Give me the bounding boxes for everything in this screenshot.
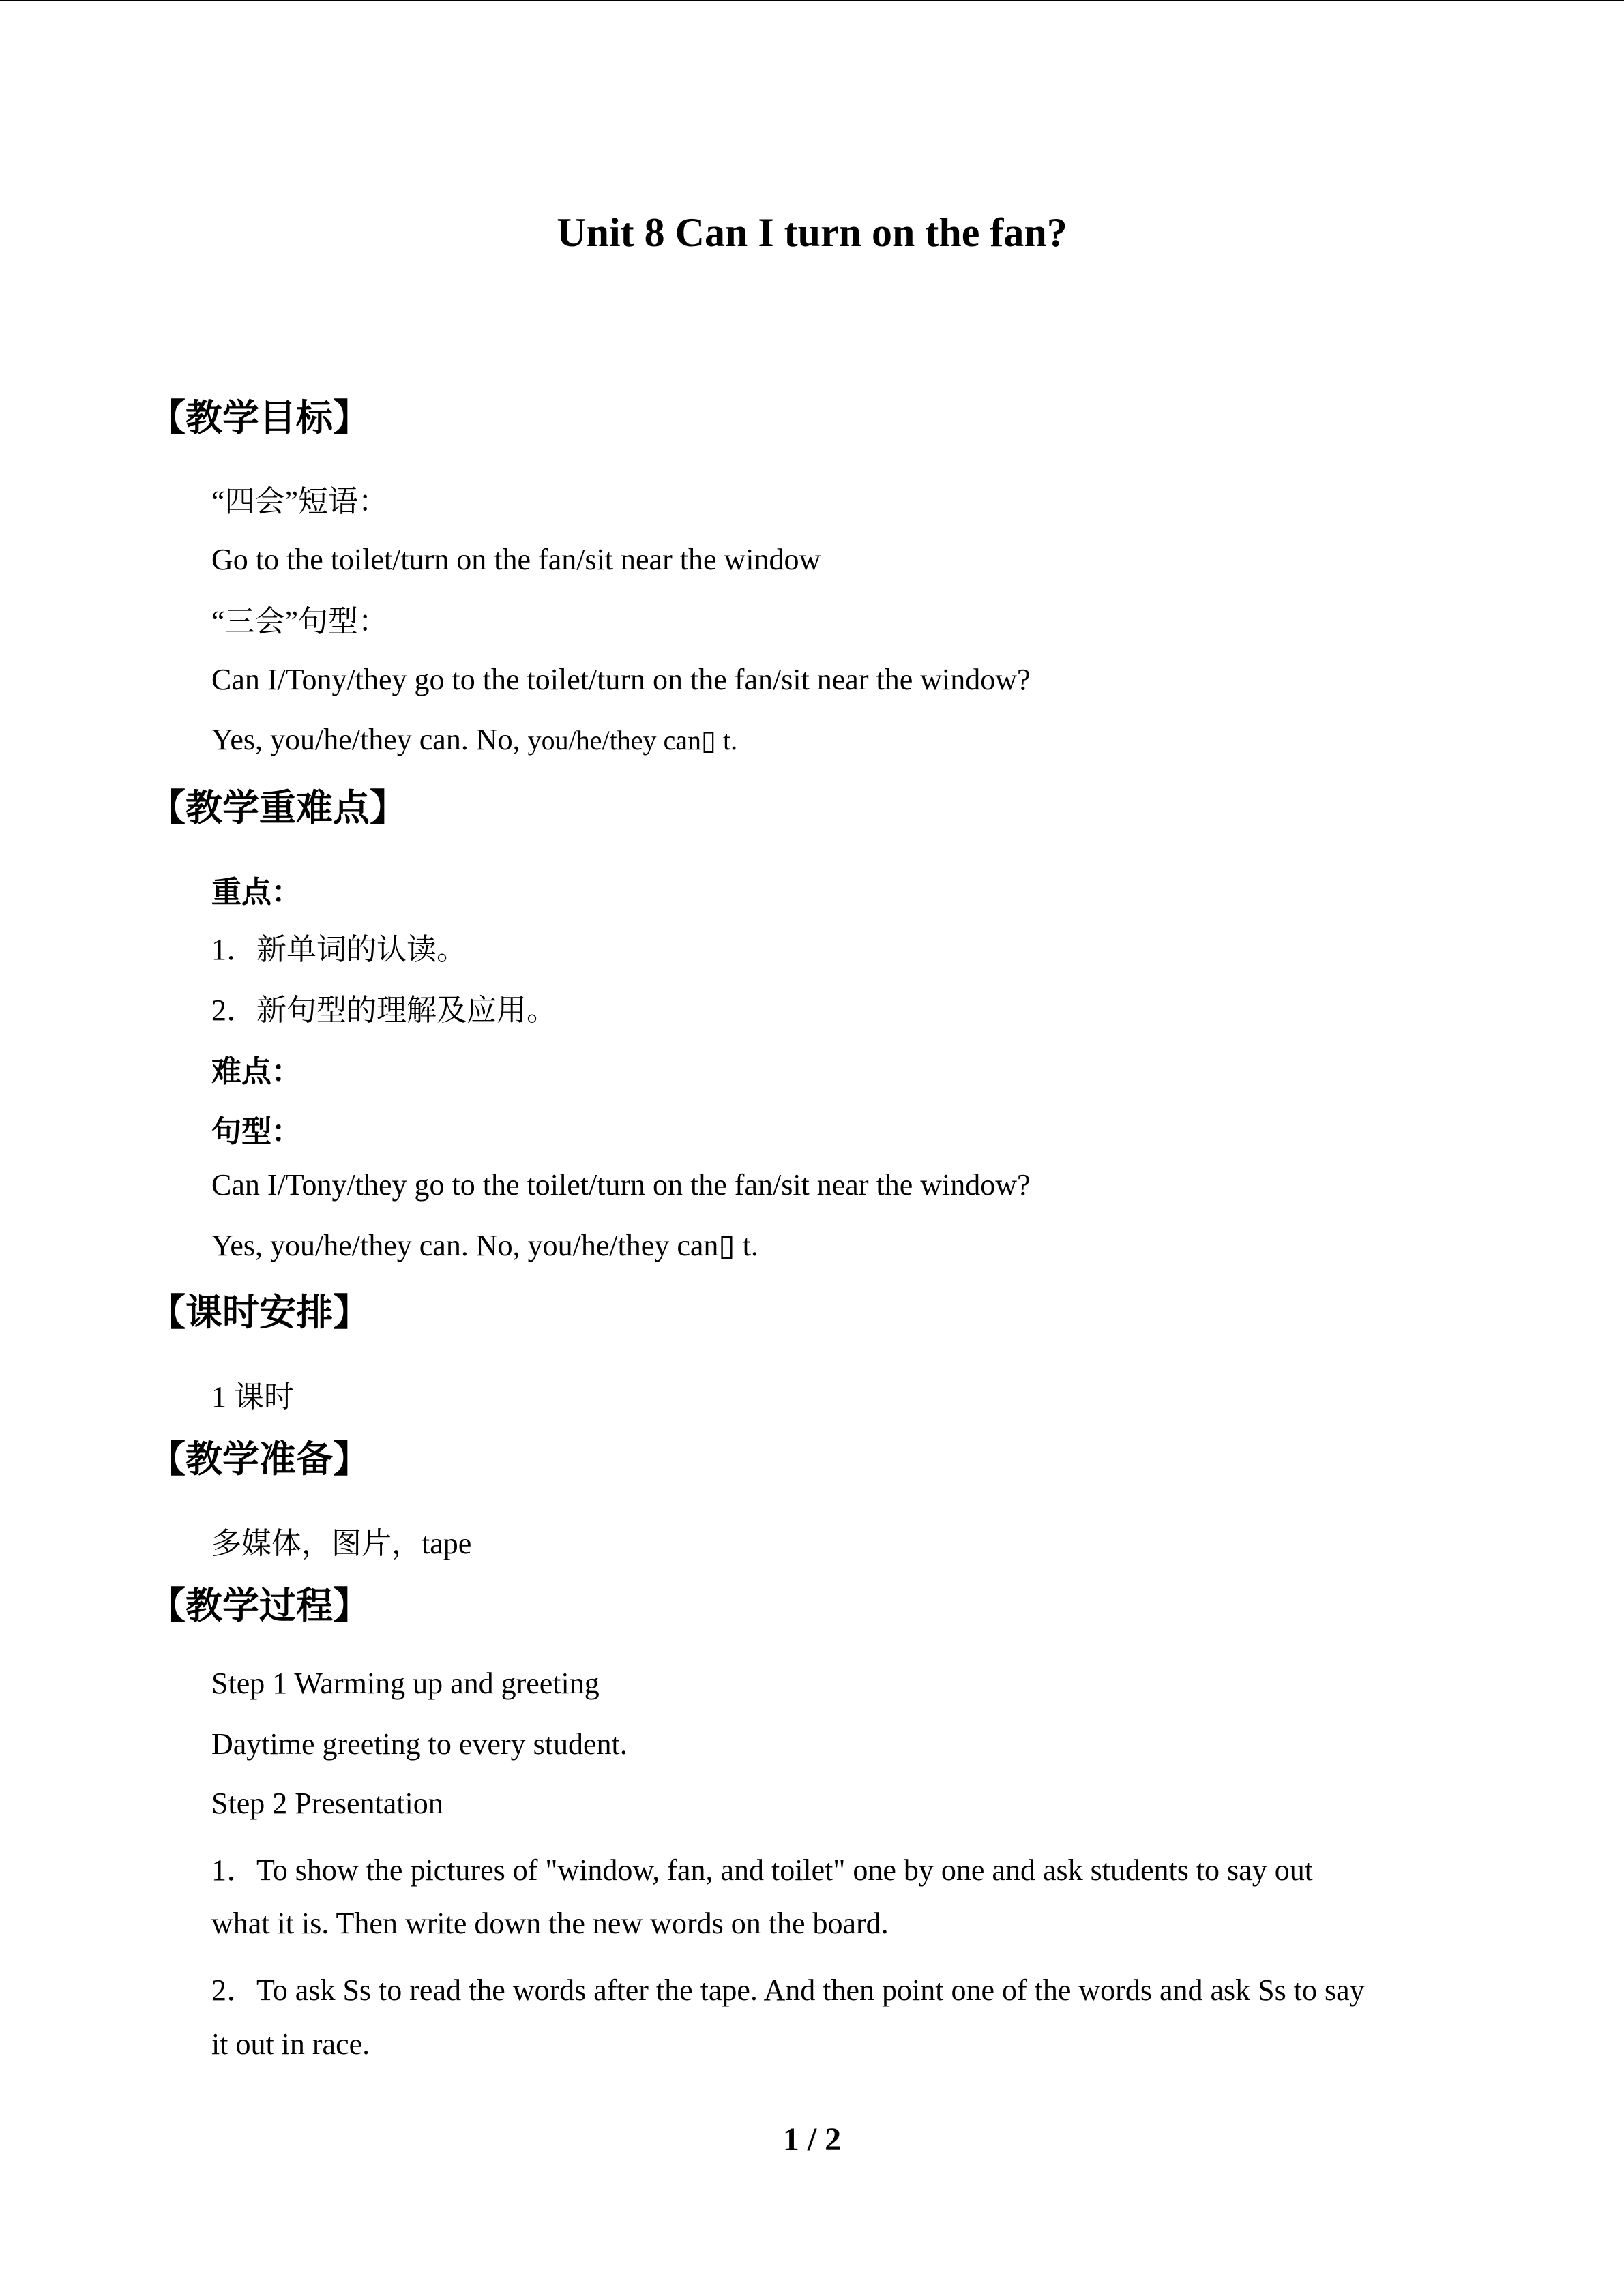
preparation-materials: 多媒体，图片，tape	[211, 1527, 472, 1560]
page-title: Unit 8 Can I turn on the fan?	[557, 210, 1067, 255]
pattern-question: Can I/Tony/they go to the toilet/turn on the fan/sit near the window?	[211, 1168, 1031, 1202]
answer-yes: Yes, you/he/they can. No,	[211, 723, 528, 756]
sentence-pattern-label: 句型：	[211, 1115, 301, 1148]
key-point-2: 2．新句型的理解及应用。	[211, 994, 557, 1027]
difficult-points-label: 难点：	[211, 1055, 301, 1088]
heading-objectives: 【教学目标】	[149, 396, 370, 439]
objectives-phrases: Go to the toilet/turn on the fan/sit near the window	[211, 543, 821, 576]
process-step-2: Step 2 Presentation	[211, 1787, 443, 1820]
schedule-hours: 1 课时	[211, 1380, 294, 1414]
process-step-2-item-2-cont: it out in race.	[211, 2027, 370, 2061]
process-step-2-item-1-cont: what it is. Then write down the new words on the board.	[211, 1907, 889, 1940]
process-step-1-detail: Daytime greeting to every student.	[211, 1727, 628, 1761]
key-point-1: 1．新单词的认读。	[211, 933, 467, 966]
heading-schedule: 【课时安排】	[149, 1291, 370, 1334]
heading-key-points: 【教学重难点】	[149, 786, 407, 829]
process-step-1: Step 1 Warming up and greeting	[211, 1667, 600, 1700]
key-points-label: 重点：	[211, 876, 301, 909]
heading-process: 【教学过程】	[149, 1584, 370, 1627]
page-number: 1 / 2	[782, 2121, 842, 2158]
objectives-phrases-label: “四会”短语：	[211, 485, 389, 518]
process-step-2-item-2: 2．To ask Ss to read the words after the tape. And then point one of the words and ask Ss to say	[211, 1973, 1365, 2007]
answer-no: you/he/they can▯ t.	[527, 725, 738, 756]
heading-preparation: 【教学准备】	[149, 1437, 370, 1480]
pattern-answer: Yes, you/he/they can. No, you/he/they can▯ t.	[211, 1229, 758, 1262]
process-step-2-item-1: 1．To show the pictures of "window, fan, and toilet" one by one and ask students to say out	[211, 1853, 1313, 1887]
objectives-patterns-label: “三会”句型：	[211, 605, 389, 638]
objectives-pattern-question: Can I/Tony/they go to the toilet/turn on the fan/sit near the window?	[211, 663, 1031, 696]
objectives-pattern-answer	[211, 722, 737, 757]
